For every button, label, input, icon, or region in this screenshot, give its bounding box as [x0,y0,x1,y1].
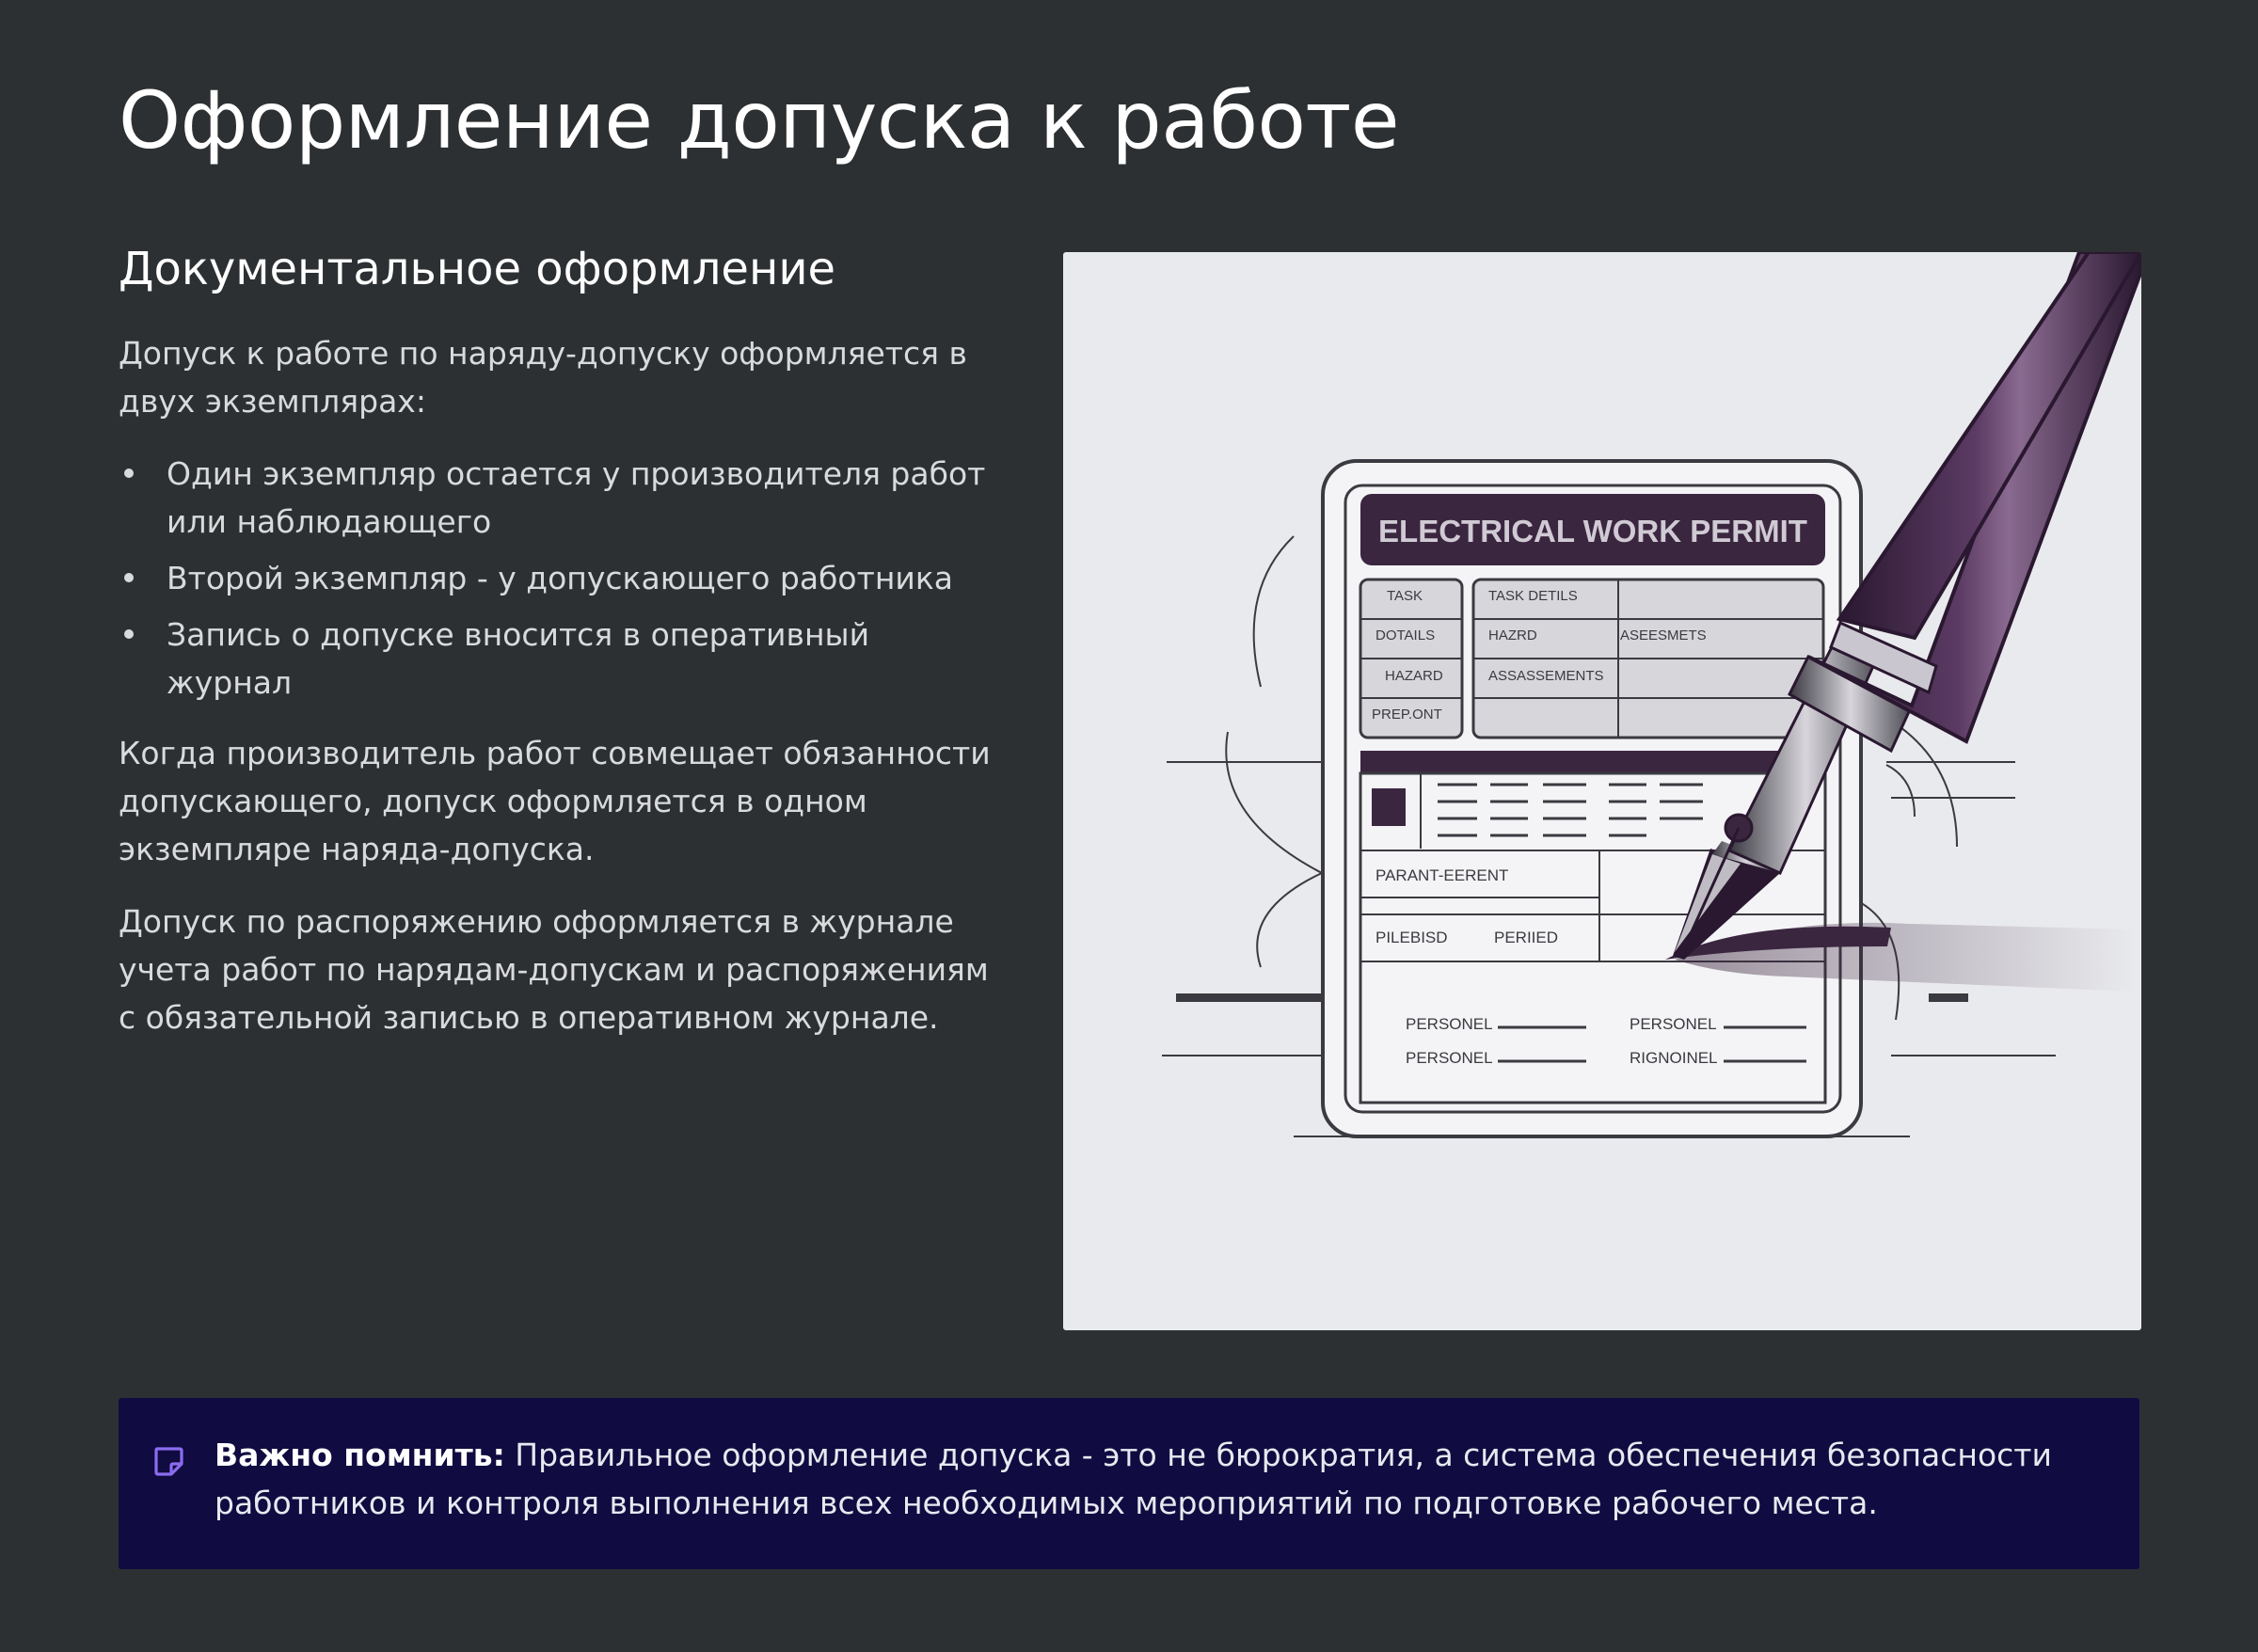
grid-label: ASEESMETS [1620,627,1707,643]
page-title: Оформление допуска к работе [119,74,1400,167]
important-note [119,1398,2139,1569]
signature-label: PERSONEL [1406,1049,1493,1067]
list-item [119,450,994,546]
grid-label: HAZARD [1385,668,1443,684]
list-item [119,554,994,602]
bullet-dot-icon [124,629,134,639]
combined-role-paragraph: Когда производитель работ совмещает обязанности допускающего, допуск оформляется в одном экземпляре наряда-допуска. [119,734,991,867]
list-item [119,611,994,707]
sticky-note-icon [152,1445,184,1477]
callout-text [215,1431,2106,1527]
grid-label: TASK [1387,588,1423,604]
intro-paragraph: Допуск к работе по наряду-допуску оформляется в двух экземплярах: [119,334,967,420]
list-item-text: Запись о допуске вносится в оперативный журнал [167,615,870,701]
baseline-bar-left [1176,993,1322,1002]
order-permit-paragraph: Допуск по распоряжению оформляется в журнале учета работ по нарядам-допускам и распоряжениям с обязательной записью в оперативном журнале. [119,902,989,1036]
grid-label: DOTAILS [1375,627,1436,643]
field-label: PILEBISD [1375,929,1448,946]
bullet-dot-icon [124,469,134,478]
bullet-dot-icon [124,573,134,582]
grid-label: TASK DETILS [1488,588,1578,604]
list-item-text: Второй экземпляр - у допускающего работника [167,559,953,596]
field-label: PARANT-EERENT [1375,866,1509,884]
permit-illustration [1063,252,2141,1330]
signature-label: RIGNOINEL [1630,1049,1718,1067]
photo-square [1372,788,1406,826]
content-column [119,243,994,1066]
grid-label: PREP.ONT [1372,707,1442,723]
callout-label: Важно помнить: [215,1437,505,1473]
grid-label: ASSASSEMENTS [1488,668,1604,684]
grid-label: HAZRD [1488,627,1537,643]
list-item-text: Один экземпляр остается у производителя работ или наблюдающего [167,454,986,540]
field-label: PERIIED [1494,929,1559,946]
bullet-list [119,450,994,707]
signature-label: PERSONEL [1630,1015,1717,1033]
form-title: ELECTRICAL WORK PERMIT [1378,514,1807,548]
baseline-bar-right [1929,993,1968,1002]
signature-label: PERSONEL [1406,1015,1493,1033]
callout-body: Правильное оформление допуска - это не бюрократия, а система обеспечения безопасности работников и контроля выполнения всех необходимых мероприятий по подготовке рабочего места. [215,1437,2052,1521]
section-heading: Документальное оформление [119,243,836,295]
